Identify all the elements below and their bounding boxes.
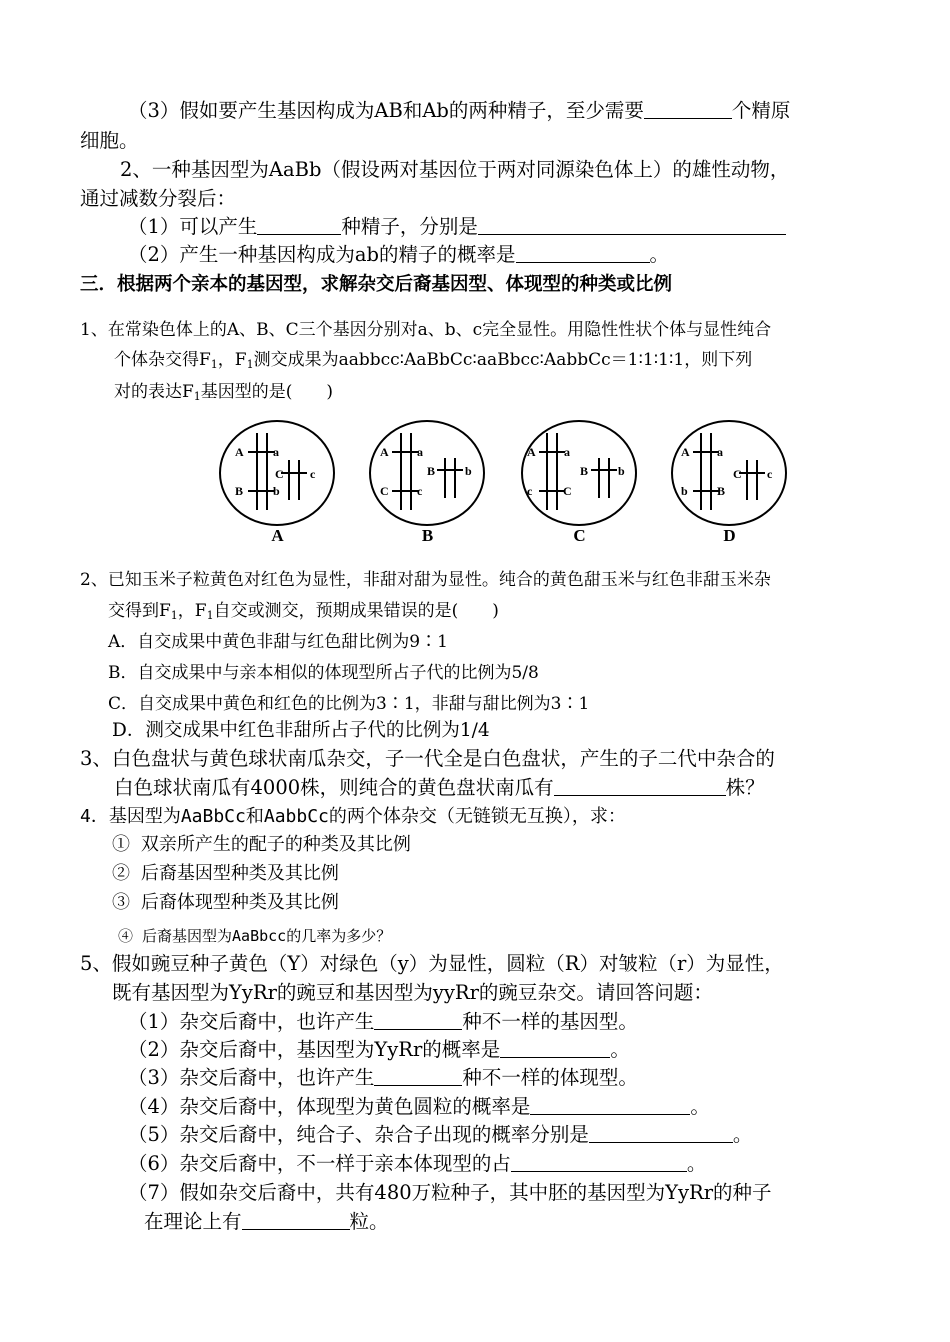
q5-text-end: 。 [690, 1095, 710, 1118]
subscript: 1 [193, 390, 201, 403]
answer-blank[interactable] [554, 775, 726, 796]
gene-label: B [235, 484, 244, 498]
q5-text: （4）杂交后裔中，体现型为黄色圆粒的概率是 [128, 1095, 531, 1118]
answer-blank[interactable] [644, 98, 732, 119]
gene-label: B [427, 464, 436, 478]
answer-blank[interactable] [374, 1009, 462, 1030]
q4-stem: 4．基因型为AaBbCc和AabbCc的两个体杂交（无链锁无互换），求： [80, 806, 626, 827]
q1-text: 基因型的是( ) [200, 382, 334, 402]
q2-text: 自交或测交，预期成果错误的是( ) [213, 601, 499, 621]
q2-option-c[interactable]: C．自交成果中黄色和红色的比例为3∶1，非甜与甜比例为3∶1 [108, 694, 590, 714]
section-heading: 三．根据两个亲本的基因型，求解杂交后裔基因型、体现型的种类或比例 [80, 274, 673, 295]
prev-q2-part1-text: （1）可以产生 [128, 215, 258, 238]
q2-stem-line1: 2、已知玉米子粒黄色对红色为显性，非甜对甜为显性。纯合的黄色甜玉米与红色非甜玉米杂 [80, 570, 771, 590]
q3-text: 白色球状南瓜有4000株，则纯合的黄色盘状南瓜有 [114, 776, 554, 799]
prev-q2-part1-text-mid: 种精子，分别是 [341, 215, 478, 238]
chromosome-figures [205, 418, 805, 553]
cell-figure-d [667, 418, 792, 553]
cell-diagram-b [365, 418, 490, 528]
q5-text: （6）杂交后裔中，不一样于亲本体现型的占 [128, 1152, 511, 1175]
gene-label: C [275, 467, 284, 481]
gene-label: A [380, 445, 389, 459]
prev-q2-part2 [128, 242, 669, 268]
gene-label: c [767, 467, 773, 481]
gene-label: c [527, 484, 533, 498]
answer-blank[interactable] [257, 214, 341, 235]
figure-label-c: C [573, 526, 586, 545]
q5-part2 [128, 1037, 630, 1063]
gene-label: a [564, 445, 570, 459]
cell-diagram-c [517, 418, 642, 528]
q1-stem-line1: 1、在常染色体上的A、B、C三个基因分别对a、b、c完全显性。用隐性性状个体与显性纯合 [80, 320, 772, 340]
cell-figure-a [215, 418, 340, 553]
q1-stem-line3 [114, 379, 333, 410]
prev-q2-part2-text-end: 。 [649, 243, 670, 266]
q2-option-a[interactable]: A．自交成果中黄色非甜与红色甜比例为9∶1 [108, 632, 448, 652]
q5-part6 [128, 1151, 706, 1177]
q2-stem-line2 [108, 598, 499, 629]
gene-label: c [417, 484, 423, 498]
q2-option-d[interactable]: D．测交成果中红色非甜所占子代的比例为1/4 [112, 720, 490, 741]
q1-text: 测交成果为aabbcc∶AaBbCc∶aaBbcc∶AabbCc＝1∶1∶1∶1，则下列 [253, 350, 753, 370]
q5-part5 [128, 1122, 752, 1148]
answer-blank[interactable] [374, 1065, 462, 1086]
q5-part3 [128, 1065, 638, 1091]
subscript: 1 [170, 609, 178, 622]
q5-part1 [128, 1009, 638, 1035]
gene-label: A [681, 445, 690, 459]
subscript: 1 [210, 358, 218, 371]
gene-label: a [417, 445, 423, 459]
q5-text-end: 。 [732, 1123, 753, 1146]
subscript: 1 [246, 358, 254, 371]
prev-q2-stem: 2、一种基因型为AaBb（假设两对基因位于两对同源染色体上）的雄性动物， [120, 158, 790, 181]
gene-label: C [733, 467, 742, 481]
gene-label: A [527, 445, 536, 459]
q5-part7: （7）假如杂交后裔中，共有480万粒种子，其中胚的基因型为YyRr的种子 [128, 1181, 772, 1204]
cell-diagram-a [215, 418, 340, 528]
answer-blank[interactable] [242, 1209, 350, 1230]
q5-part7-continuation [144, 1209, 389, 1235]
q1-text: 个体杂交得F [114, 350, 211, 370]
answer-blank[interactable] [511, 1151, 687, 1172]
gene-label: a [717, 445, 723, 459]
gene-label: c [310, 467, 316, 481]
gene-label: C [563, 484, 572, 498]
answer-blank[interactable] [530, 1094, 690, 1115]
q4-item-1: ① 双亲所产生的配子的种类及其比例 [112, 834, 411, 855]
answer-blank[interactable] [478, 214, 786, 235]
cell-figure-c [517, 418, 642, 553]
gene-label: C [380, 484, 389, 498]
q4-item-4: ④ 后裔基因型为AaBbcc的几率为多少？ [118, 927, 392, 945]
figure-label-b: B [421, 526, 434, 545]
cell-figure-b [365, 418, 490, 553]
q5-text: 在理论上有 [144, 1210, 242, 1233]
q3-stem-line1: 3、白色盘状与黄色球状南瓜杂交，子一代全是白色盘状，产生的子二代中杂合的 [80, 747, 775, 770]
q5-part4 [128, 1094, 710, 1120]
prev-q2-stem-continuation: 通过减数分裂后： [80, 187, 237, 210]
gene-label: b [273, 484, 280, 498]
prev-q2-part2-text: （2）产生一种基因构成为ab的精子的概率是 [128, 243, 516, 266]
q1-text: ，F [217, 350, 247, 370]
q1-text: 对的表达F [114, 382, 194, 402]
q1-stem-line2 [114, 347, 752, 378]
figure-label-d: D [723, 526, 736, 545]
prev-q3-line [128, 98, 790, 124]
gene-label: b [681, 484, 688, 498]
q5-text-end: 种不一样的基因型。 [462, 1010, 638, 1033]
q5-text: （2）杂交后裔中，基因型为YyRr的概率是 [128, 1038, 501, 1061]
q5-text-end: 。 [686, 1152, 707, 1175]
gene-label: b [465, 464, 472, 478]
gene-label: A [235, 445, 244, 459]
figure-label-a: A [271, 526, 284, 545]
gene-label: a [273, 445, 279, 459]
q4-item-2: ② 后裔基因型种类及其比例 [112, 863, 339, 884]
gene-label: B [717, 484, 726, 498]
q5-text-end: 。 [610, 1038, 630, 1061]
q5-stem-line2: 既有基因型为YyRr的豌豆和基因型为yyRr的豌豆杂交。请回答问题： [112, 981, 713, 1004]
prev-q3-continuation: 细胞。 [80, 129, 139, 152]
q2-text: ，F [177, 601, 207, 621]
q5-text-end: 粒。 [349, 1210, 389, 1233]
q2-text: 交得到F [108, 601, 171, 621]
prev-q3-text: （3）假如要产生基因构成为AB和Ab的两种精子，至少需要 [128, 99, 644, 122]
gene-label: B [580, 464, 589, 478]
prev-q3-text-end: 个精原 [731, 99, 791, 122]
q5-text: （1）杂交后裔中，也许产生 [128, 1010, 375, 1033]
q3-text-end: 株？ [725, 776, 765, 799]
q5-text: （3）杂交后裔中，也许产生 [128, 1066, 375, 1089]
q2-option-b[interactable]: B．自交成果中与亲本相似的体现型所占子代的比例为5/8 [108, 663, 539, 683]
answer-blank[interactable] [500, 1037, 610, 1058]
answer-blank[interactable] [589, 1122, 733, 1143]
q5-text: （5）杂交后裔中，纯合子、杂合子出现的概率分别是 [128, 1123, 589, 1146]
answer-blank[interactable] [516, 242, 650, 263]
q5-stem-line1: 5、假如豌豆种子黄色（Y）对绿色（y）为显性，圆粒（R）对皱粒（r）为显性， [80, 952, 784, 975]
q4-item-3: ③ 后裔体现型种类及其比例 [112, 892, 339, 913]
q3-stem-line2 [114, 775, 765, 801]
prev-q2-part1 [128, 214, 786, 240]
subscript: 1 [206, 609, 214, 622]
gene-label: b [618, 464, 625, 478]
q5-text-end: 种不一样的体现型。 [462, 1066, 638, 1089]
cell-diagram-d [667, 418, 792, 528]
